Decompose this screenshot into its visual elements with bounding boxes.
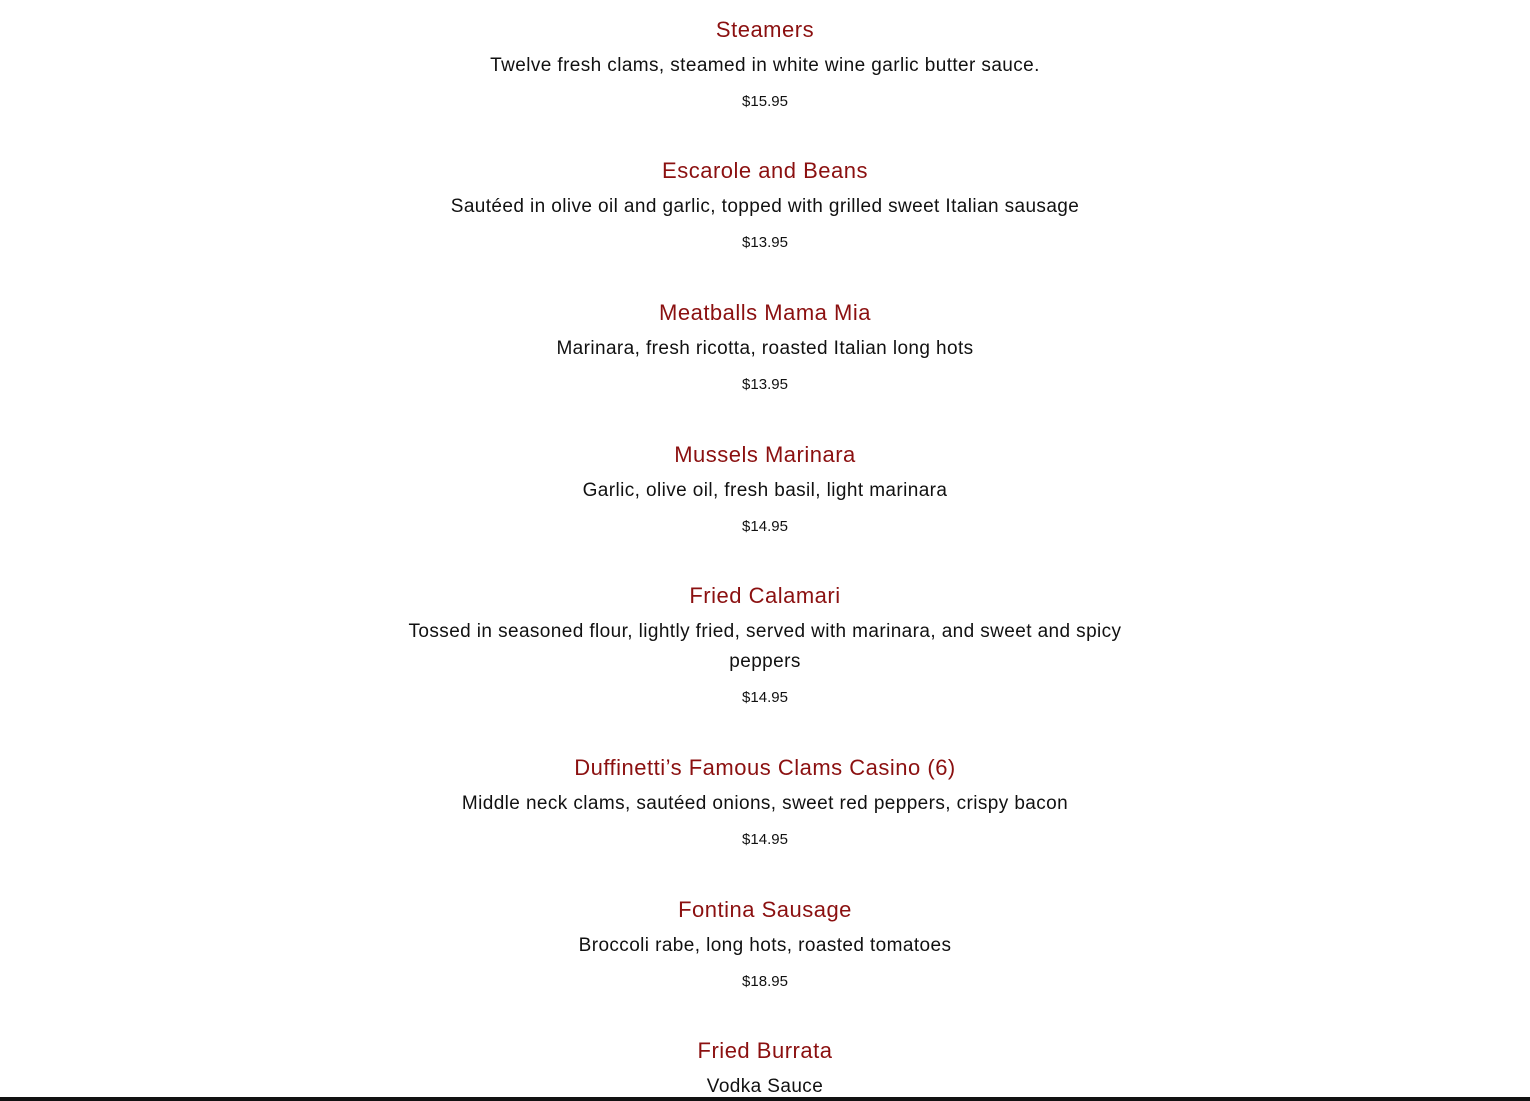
item-description: Marinara, fresh ricotta, roasted Italian long hots [556,338,974,359]
item-price: $14.95 [742,831,788,848]
item-name: Fontina Sausage [678,897,852,922]
item-description: Middle neck clams, sautéed onions, sweet red peppers, crispy bacon [461,793,1069,814]
menu-item-fried-burrata [395,1037,1135,1098]
menu-item-fried-calamari [395,582,1135,708]
item-name: Steamers [715,17,815,42]
item-description: Tossed in seasoned flour, lightly fried, served with marinara, and sweet and spicy peppers [408,621,1122,672]
menu-item-meatballs-mama-mia [395,299,1135,395]
item-description: Garlic, olive oil, fresh basil, light marinara [582,480,948,501]
menu-item-escarole-and-beans [395,157,1135,253]
item-name: Fried Burrata [697,1038,833,1063]
item-price: $14.95 [742,518,788,535]
item-name: Escarole and Beans [662,158,868,183]
item-price: $18.95 [742,973,788,990]
menu-item-clams-casino [395,754,1135,850]
item-description: Twelve fresh clams, steamed in white wine garlic butter sauce. [490,55,1040,76]
item-price: $14.95 [742,689,788,706]
menu-item-steamers [395,16,1135,112]
menu-item-fontina-sausage [395,896,1135,992]
item-description: Sautéed in olive oil and garlic, topped with grilled sweet Italian sausage [450,196,1080,217]
item-name: Fried Calamari [689,583,841,608]
item-description: Broccoli rabe, long hots, roasted tomatoes [578,935,952,956]
bottom-border [0,1097,1530,1101]
menu-item-mussels-marinara [395,441,1135,537]
item-name: Meatballs Mama Mia [659,300,871,325]
item-price: $13.95 [742,376,788,393]
item-price: $15.95 [742,93,788,110]
item-name: Mussels Marinara [674,442,856,467]
item-price: $13.95 [742,234,788,251]
item-description: Vodka Sauce [706,1076,824,1097]
item-name: Duffinetti’s Famous Clams Casino (6) [574,755,956,780]
